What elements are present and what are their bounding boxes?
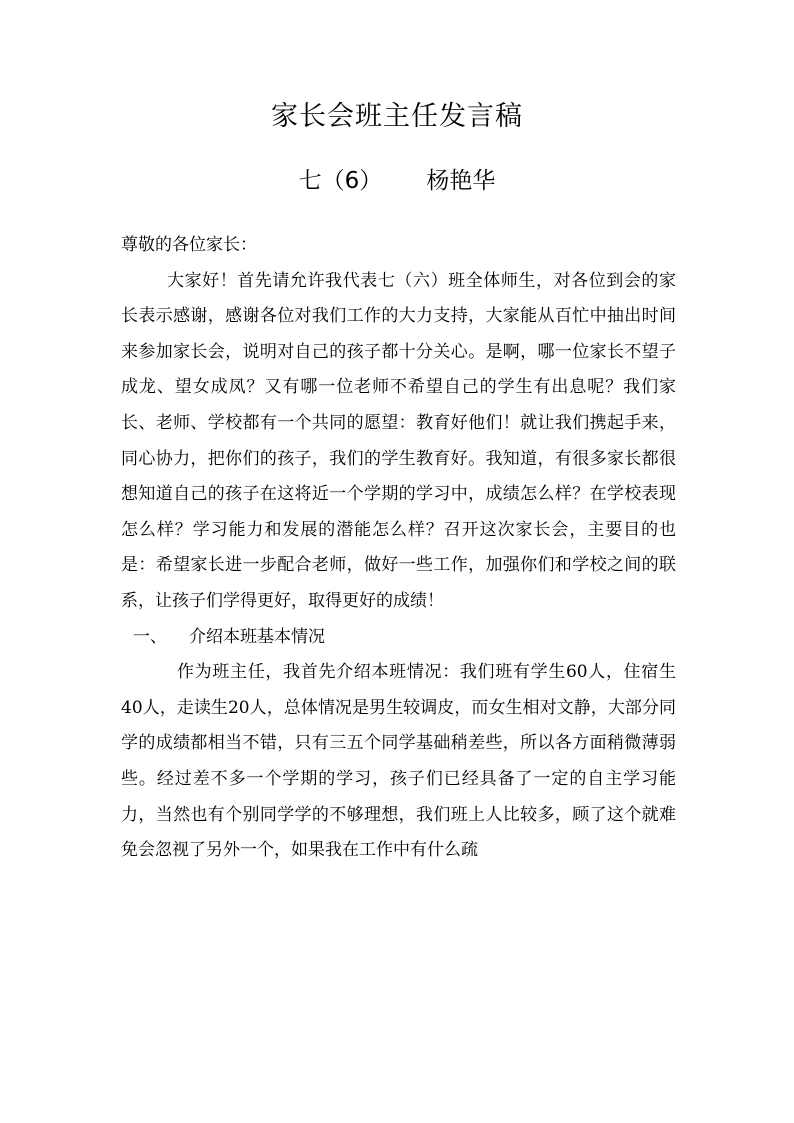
section-number: 一、 — [133, 626, 167, 647]
paragraph-opening: 大家好！首先请允许我代表七（六）班全体师生，对各位到会的家长表示感谢，感谢各位对我们工作的大力支持，大家能从百忙中抽出时间来参加家长会，说明对自己的孩子都十分关心。是啊，哪一位家长不望子成龙、望女成凤？又有哪一位老师不希望自己的学生有出息呢？我们家长、老师、学校都有一个共同的愿望：教育好他们！就让我们携起手来，同心协力，把你们的孩子，我们的学生教育好。我知道，有很多家长都很想知道自己的孩子在这将近一个学期的学习中，成绩怎么样？在学校表现怎么样？学习能力和发展的潜能怎么样？召开这次家长会，主要目的也是：希望家长进一步配合老师，做好一些工作，加强你们和学校之间的联系，让孩子们学得更好，取得更好的成绩！ — [121, 270, 676, 611]
author-name: 杨艳华 — [426, 168, 496, 194]
class-label: 七（6） — [298, 168, 383, 194]
section-heading — [121, 620, 676, 656]
paragraph-class-intro: 作为班主任，我首先介绍本班情况：我们班有学生60人，住宿生40人，走读生20人，总体情况是男生较调皮，而女生相对文静，大部分同学的成绩都相当不错，只有三五个同学基础稍差些，所以各方面稍微薄弱些。经过差不多一个学期的学习，孩子们已经具备了一定的自主学习能力，当然也有个别同学学的不够理想，我们班上人比较多，顾了这个就难免会忽视了另外一个，如果我在工作中有什么疏 — [121, 662, 676, 861]
document-body — [121, 228, 676, 869]
document-title: 家长会班主任发言稿 — [271, 101, 523, 132]
section-title: 介绍本班基本情况 — [189, 626, 325, 647]
salutation: 尊敬的各位家长： — [121, 235, 257, 255]
author-line — [0, 164, 794, 198]
